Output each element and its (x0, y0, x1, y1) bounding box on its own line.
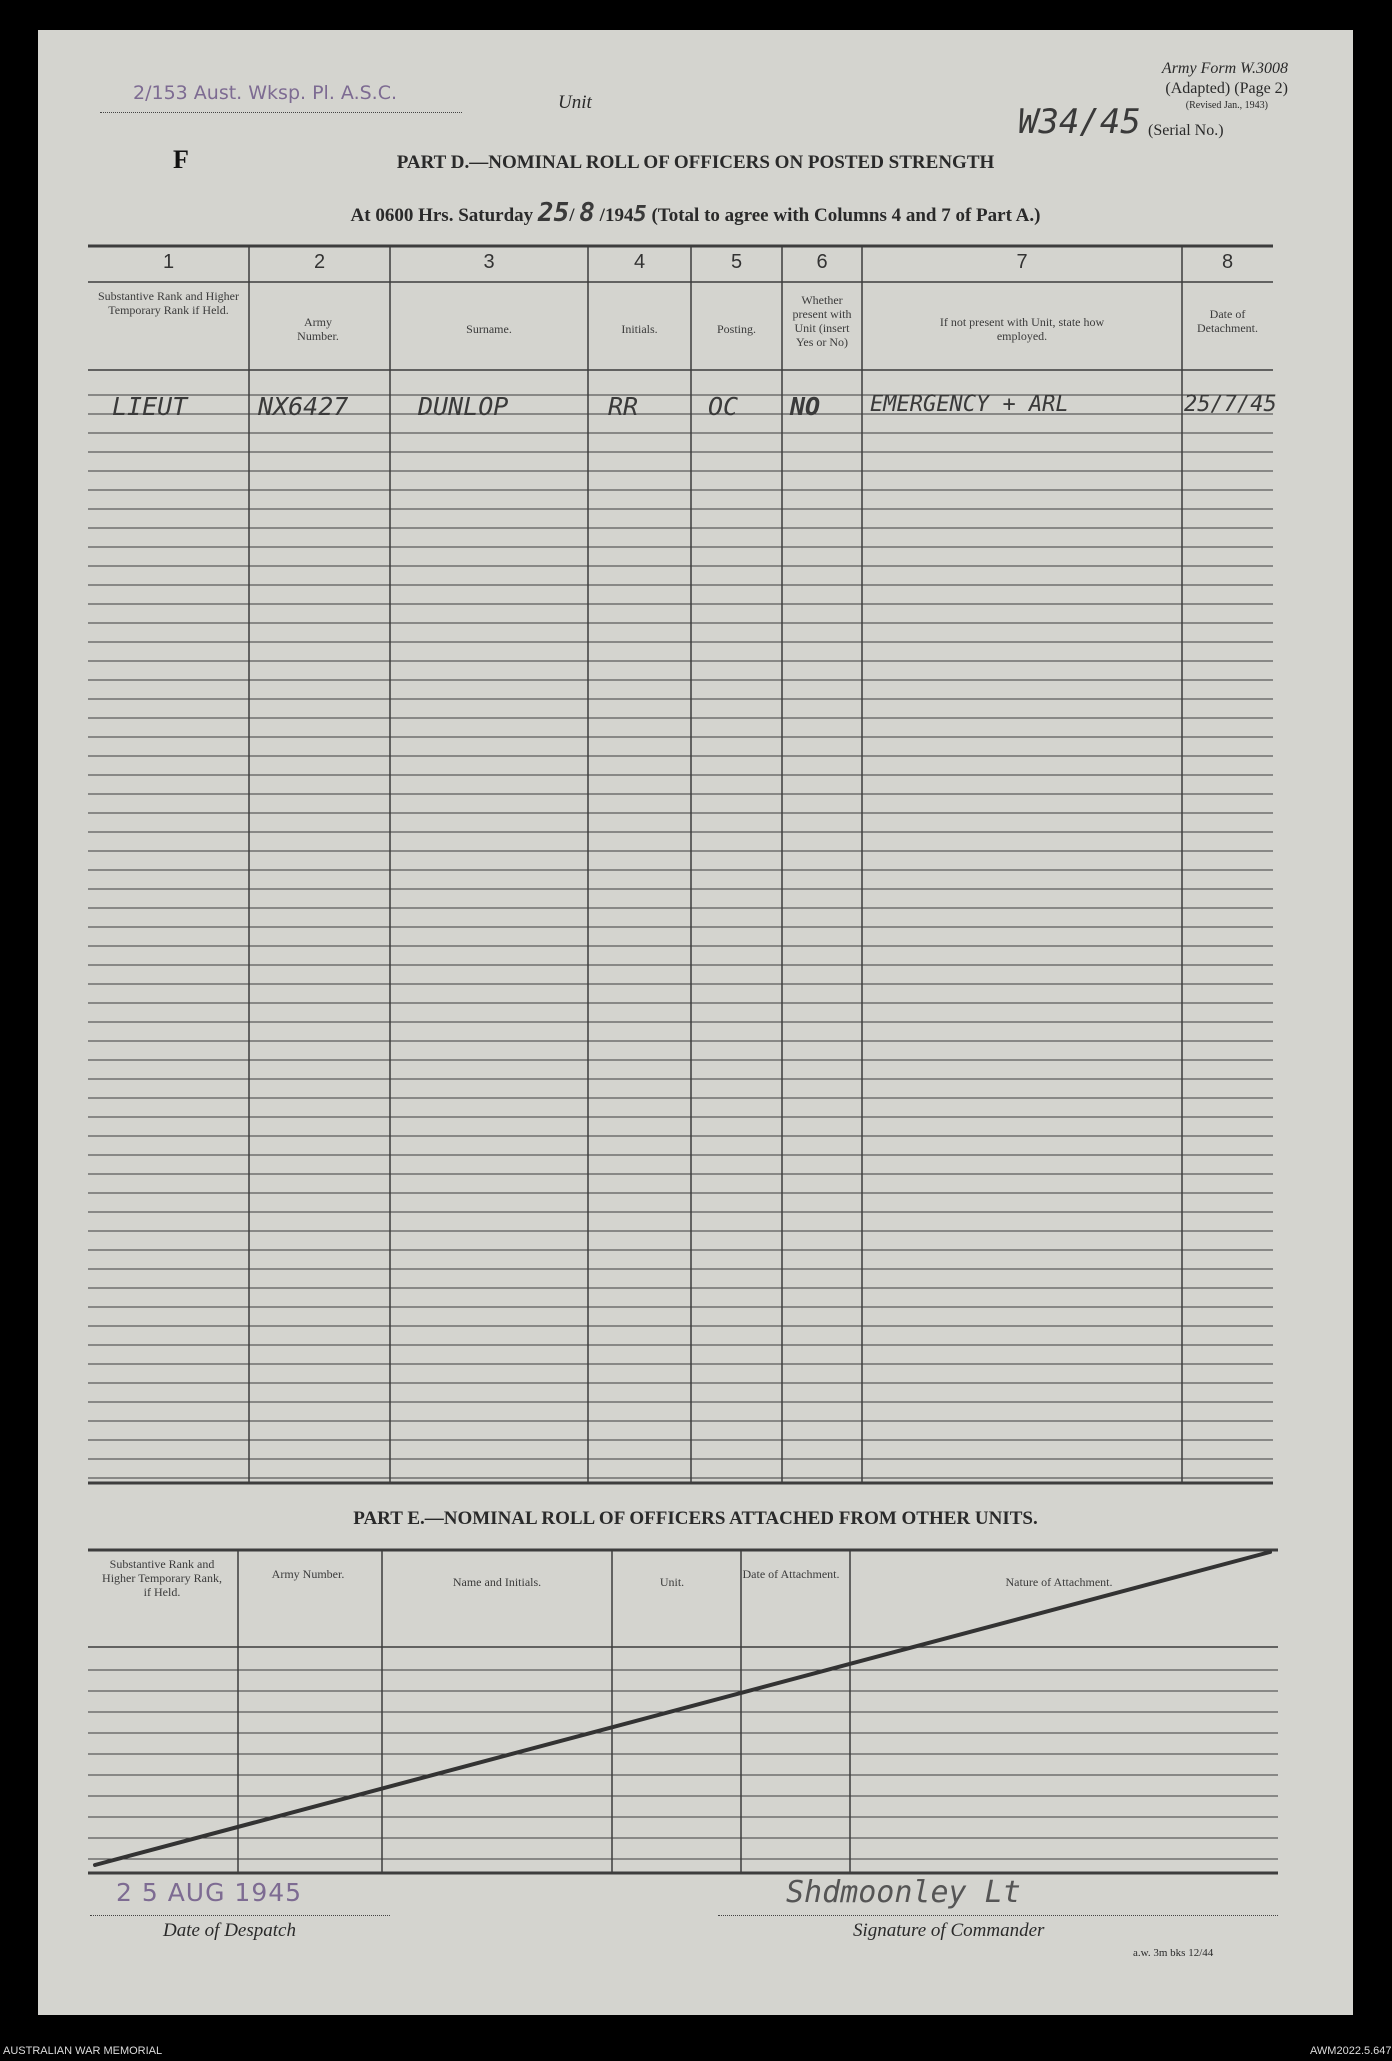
col-label-7: If not present with Unit, state how employed. (939, 315, 1105, 343)
unit-stamp: 2/153 Aust. Wksp. Pl. A.S.C. (133, 82, 398, 104)
commander-signature: Shdmoonley Lt (786, 1875, 1021, 1910)
unit-label: Unit (558, 92, 592, 113)
col-num-5: 5 (730, 251, 743, 273)
cell-initials: RR (608, 392, 639, 421)
print-code: a.w. 3m bks 12/44 (1133, 1947, 1214, 1959)
corner-mark: F (173, 145, 189, 174)
signature-underline (718, 1915, 1278, 1916)
part-e-title: PART E.—NOMINAL ROLL OF OFFICERS ATTACHED FROM OTHER UNITS. (353, 1508, 1038, 1529)
archive-credit: AUSTRALIAN WAR MEMORIAL (3, 2045, 163, 2057)
col-label-2: Army Number. (297, 315, 339, 343)
cell-employment: EMERGENCY + ARL (870, 392, 1069, 417)
archive-id: AWM2022.5.647 (1310, 2045, 1392, 2057)
form-adapted: (Adapted) (Page 2) (1165, 80, 1288, 97)
e-col-label-3: Name and Initials. (452, 1575, 542, 1589)
e-col-label-5: Date of Attachment. (742, 1567, 840, 1581)
cell-present: NO (790, 392, 821, 421)
col-label-4: Initials. (621, 322, 658, 336)
col-num-1: 1 (162, 251, 175, 273)
col-num-7: 7 (1016, 251, 1028, 273)
cell-army-number: NX6427 (258, 392, 349, 421)
serial-handwritten: W34/45 (1018, 102, 1141, 142)
col-label-5: Posting. (716, 322, 756, 336)
e-col-label-4: Unit. (659, 1575, 685, 1589)
date-month: 8 (579, 198, 595, 228)
year-prefix: /194 (599, 205, 634, 226)
form-name: Army Form W.3008 (1161, 60, 1288, 77)
col-label-6: Whether present with Unit (insert Yes or No) (792, 293, 852, 349)
e-col-label-6: Nature of Attachment. (1005, 1575, 1113, 1589)
despatch-label: Date of Despatch (163, 1920, 296, 1941)
cell-posting: OC (708, 392, 739, 421)
e-col-label-1: Substantive Rank and Higher Temporary Rank, if Held. (102, 1557, 222, 1599)
despatch-stamp: 2 5 AUG 1945 (116, 1878, 303, 1907)
col-label-3: Surname. (466, 322, 512, 336)
part-d-title: PART D.—NOMINAL ROLL OF OFFICERS ON POSTED STRENGTH (396, 152, 995, 173)
part-d-date-line: At 0600 Hrs. Saturday 25/ 8 /1945 (Total to agree with Columns 4 and 7 of Part A.) (350, 198, 1041, 228)
col-num-6: 6 (816, 251, 828, 273)
total-text: (Total to agree with Columns 4 and 7 of Part A.) (651, 205, 1041, 226)
col-label-8: Date of Detachment. (1197, 307, 1258, 335)
col-num-4: 4 (633, 251, 646, 273)
col-label-1: Substantive Rank and Higher Temporary Rank if Held. (98, 289, 239, 317)
form-page (38, 30, 1353, 2015)
col-num-2: 2 (313, 251, 326, 273)
cell-rank: LIEUT (112, 392, 188, 421)
date-day: 25 (537, 198, 570, 228)
serial-label: (Serial No.) (1148, 122, 1224, 139)
signature-label: Signature of Commander (853, 1920, 1045, 1941)
col-num-3: 3 (483, 251, 495, 273)
year-suffix: 5 (633, 202, 647, 227)
cell-surname: DUNLOP (418, 392, 509, 421)
col-num-8: 8 (1221, 251, 1234, 273)
e-col-label-2: Army Number. (271, 1567, 345, 1581)
part-e-grid (38, 30, 1353, 2015)
cell-detachment-date: 25/7/45 (1184, 392, 1277, 417)
at-text: At 0600 Hrs. Saturday (350, 205, 534, 226)
form-revised: (Revised Jan., 1943) (1185, 100, 1268, 111)
despatch-underline (90, 1915, 390, 1916)
